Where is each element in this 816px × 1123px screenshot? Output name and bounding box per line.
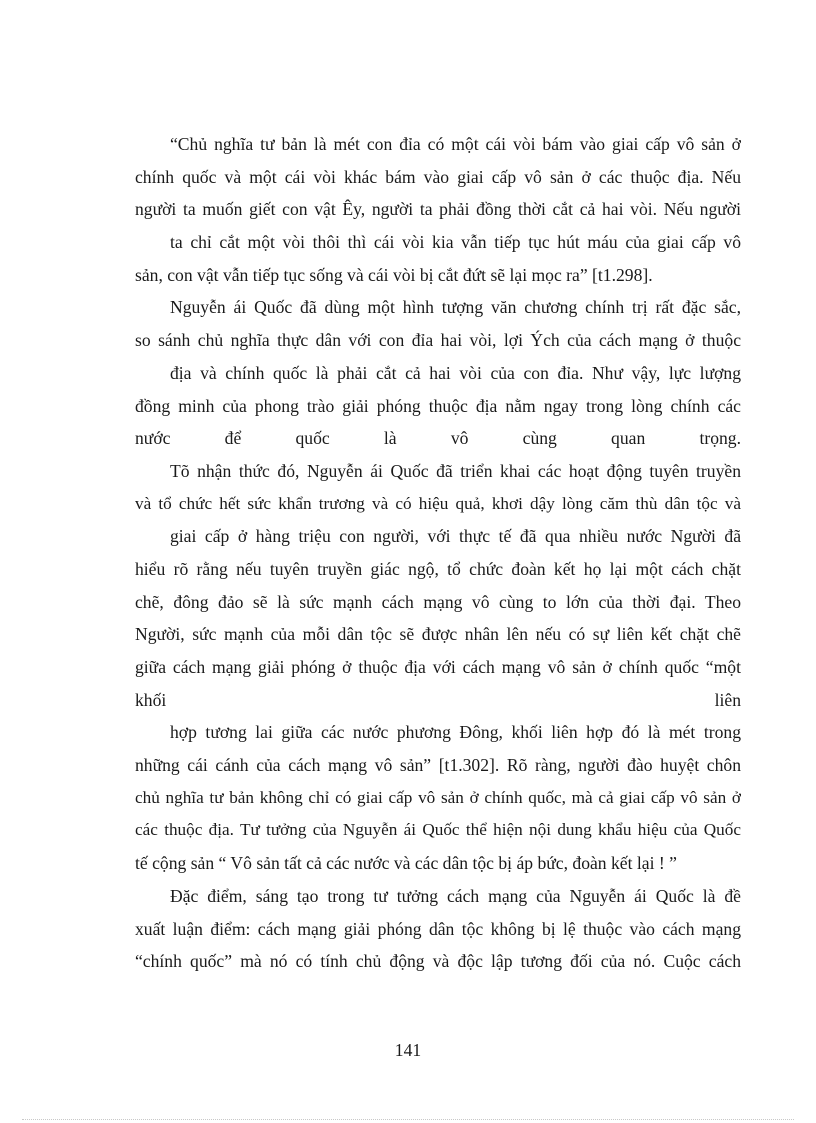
text-line: khối liên — [135, 689, 741, 710]
text-line: so sánh chủ nghĩa thực dân với con đỉa hai vòi, lợi Ých của cách mạng ở thuộc — [135, 330, 741, 351]
text-line: “chính quốc” mà nó có tính chủ động và độc lập tương đối của nó. Cuộc cách — [135, 951, 741, 972]
text-line: địa và chính quốc là phải cắt cả hai vòi của con đỉa. Như vậy, lực lượng — [170, 362, 741, 383]
text-line: sản, con vật vẫn tiếp tục sống và cái vòi bị cắt đứt sẽ lại mọc ra” [t1.298]. — [135, 264, 653, 285]
text-line: hợp tương lai giữa các nước phương Đông, khối liên hợp đó là mét trong — [170, 722, 741, 743]
text-line: nước để quốc là vô cùng quan trọng. — [135, 428, 741, 449]
text-line: giữa cách mạng giải phóng ở thuộc địa với cách mạng vô sản ở chính quốc “một — [135, 657, 741, 677]
text-line: tế cộng sản “ Vô sản tất cả các nước và các dân tộc bị áp bức, đoàn kết lại ! ” — [135, 853, 677, 874]
page-bottom-divider — [22, 1119, 794, 1120]
body-text — [135, 128, 741, 978]
text-line: và tổ chức hết sức khẩn trương và có hiệu quả, khơi dậy lòng căm thù dân tộc và — [135, 493, 741, 513]
text-line: đồng minh của phong trào giải phóng thuộc địa nằm ngay trong lòng chính các — [135, 395, 741, 416]
text-line: Tõ nhận thức đó, Nguyễn ái Quốc đã triển khai các hoạt động tuyên truyền — [170, 460, 741, 481]
text-line: các thuộc địa. Tư tưởng của Nguyễn ái Quốc thể hiện nội dung khẩu hiệu của Quốc — [135, 820, 741, 840]
text-line: hiểu rõ rằng nếu tuyên truyền giác ngộ, tổ chức đoàn kết họ lại một cách chặt — [135, 558, 741, 579]
text-line: ta chỉ cắt một vòi thôi thì cái vòi kia vẫn tiếp tục hút máu của giai cấp vô — [170, 232, 741, 253]
text-line: những cái cánh của cách mạng vô sản” [t1.302]. Rõ ràng, người đào huyệt chôn — [135, 755, 741, 776]
text-line: người ta muốn giết con vật Êy, người ta phải đồng thời cắt cả hai vòi. Nếu người — [135, 199, 741, 220]
text-line: xuất luận điểm: cách mạng giải phóng dân tộc không bị lệ thuộc vào cách mạng — [135, 918, 741, 939]
text-line: chính quốc và một cái vòi khác bám vào giai cấp vô sản ở các thuộc địa. Nếu — [135, 166, 741, 187]
text-line: Người, sức mạnh của mỗi dân tộc sẽ được nhân lên nếu có sự liên kết chặt chẽ — [135, 624, 741, 645]
page-number: 141 — [394, 1040, 422, 1060]
text-line: chủ nghĩa tư bản không chỉ có giai cấp vô sản ở chính quốc, mà cả giai cấp vô sản ở — [135, 787, 741, 807]
text-line: Đặc điểm, sáng tạo trong tư tưởng cách mạng của Nguyễn ái Quốc là đề — [170, 885, 741, 906]
text-line: chẽ, đông đảo sẽ là sức mạnh cách mạng vô cùng to lớn của thời đại. Theo — [135, 591, 741, 612]
text-line: giai cấp ở hàng triệu con người, với thực tế đã qua nhiều nước Người đã — [170, 526, 741, 547]
text-line: Nguyễn ái Quốc đã dùng một hình tượng văn chương chính trị rất đặc sắc, — [170, 297, 741, 318]
text-line: “Chủ nghĩa tư bản là mét con đỉa có một cái vòi bám vào giai cấp vô sản ở — [170, 134, 741, 154]
